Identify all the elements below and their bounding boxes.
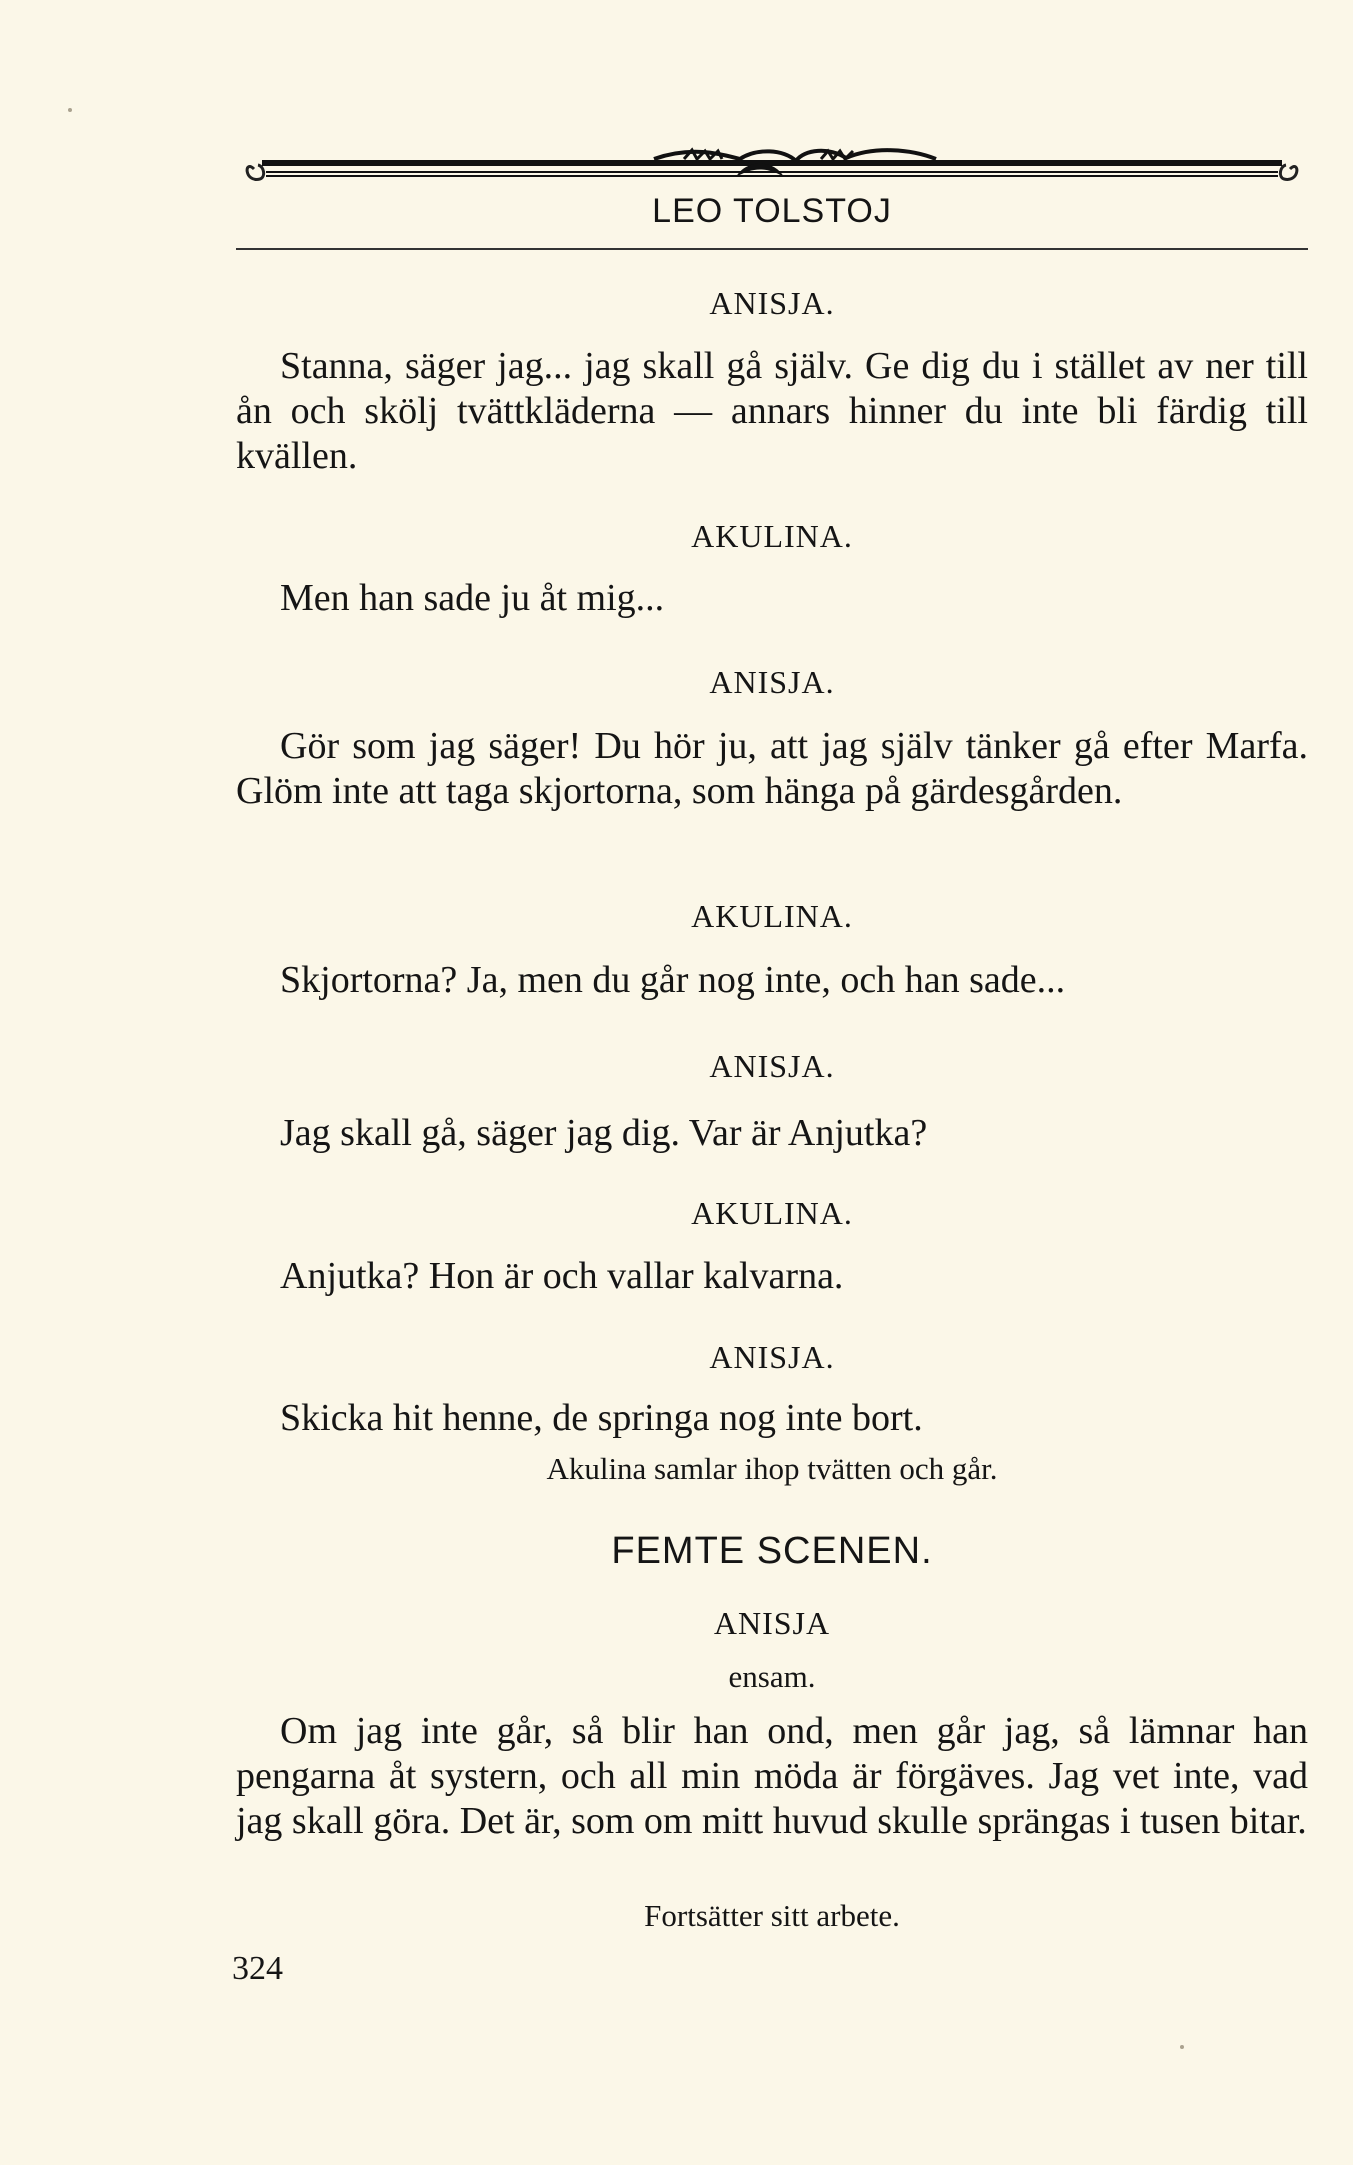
dialogue-anisja-4: Skicka hit henne, de springa nog inte bort.	[280, 1397, 923, 1439]
dialogue-anisja-1: Stanna, säger jag... jag skall gå själv. Ge dig du i stället av ner till ån och skölj tvättkläderna — annars hinner du inte bli färdig till kvällen.	[236, 345, 1308, 477]
speaker-note: ensam.	[728, 1659, 816, 1694]
dialogue-akulina-1: Men han sade ju åt mig...	[280, 577, 665, 619]
speaker-anisja-4: ANISJA.	[709, 1339, 835, 1375]
stage-direction-continues-work: Fortsätter sitt arbete.	[644, 1898, 900, 1933]
page-number: 324	[232, 1950, 283, 1987]
header-rule	[236, 248, 1308, 250]
stage-direction-akulina-exit: Akulina samlar ihop tvätten och går.	[546, 1451, 998, 1486]
dialogue-anisja-3: Jag skall gå, säger jag dig. Var är Anjutka?	[280, 1112, 928, 1154]
speaker-akulina-1: AKULINA.	[691, 518, 853, 554]
speaker-anisja-scene: ANISJA	[713, 1605, 831, 1641]
speaker-anisja-2: ANISJA.	[709, 664, 835, 700]
dialogue-anisja-scene: Om jag inte går, så blir han ond, men går jag, så lämnar han pengarna åt systern, och all min möda är förgäves. Jag vet inte, vad jag skall göra. Det är, som om mitt huvud skulle sprängas i tusen bitar.	[236, 1710, 1308, 1842]
speaker-akulina-2: AKULINA.	[691, 898, 853, 934]
decorative-rule-ornament-icon	[236, 141, 1308, 197]
speaker-anisja-3: ANISJA.	[709, 1048, 835, 1084]
speaker-akulina-3: AKULINA.	[691, 1195, 853, 1231]
paper-speck	[1180, 2045, 1184, 2049]
dialogue-akulina-3: Anjutka? Hon är och vallar kalvarna.	[280, 1255, 844, 1297]
dialogue-akulina-2: Skjortorna? Ja, men du går nog inte, och han sade...	[280, 959, 1066, 1001]
scene-title: FEMTE SCENEN.	[611, 1530, 933, 1572]
paper-speck	[68, 108, 72, 112]
running-head: LEO TOLSTOJ	[652, 192, 892, 230]
speaker-anisja-1: ANISJA.	[709, 285, 835, 321]
dialogue-anisja-2: Gör som jag säger! Du hör ju, att jag själv tänker gå efter Marfa. Glöm inte att taga skjortorna, som hänga på gärdesgården.	[236, 725, 1308, 812]
